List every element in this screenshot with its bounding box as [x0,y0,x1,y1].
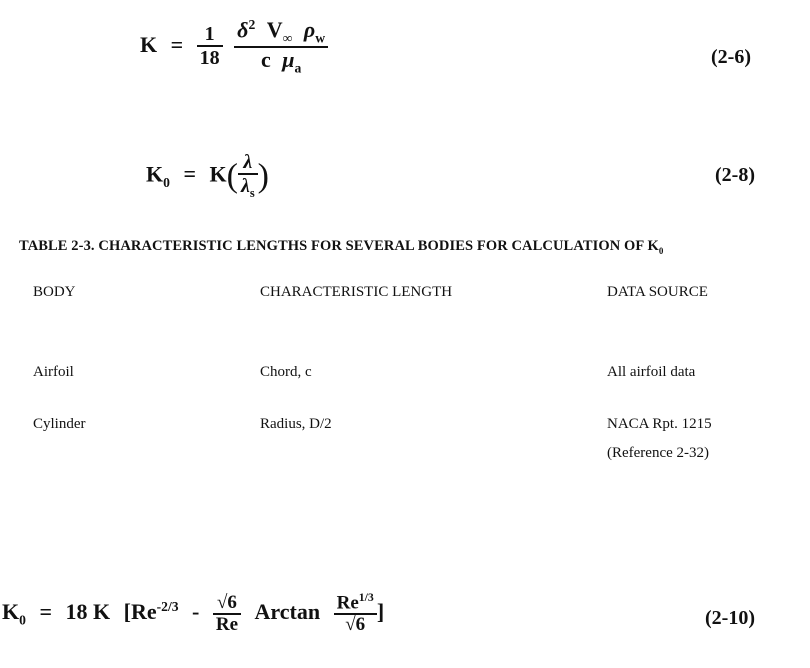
eq-2-8-lambda-sub: s [249,186,255,200]
equation-2-8 [146,152,269,201]
eq-2-8-fraction [238,152,258,201]
table-title-sub: 0 [658,245,664,256]
eq-2-10-sqrt6-den: √6 [345,614,366,636]
equation-number-2-10: (2-10) [705,607,755,629]
eq-2-6-v: V [266,17,283,43]
eq-2-8-open-paren: ( [226,157,238,195]
table-title-text: TABLE 2-3. CHARACTERISTIC LENGTHS FOR SEVERAL BODIES FOR CALCULATION OF K [19,238,659,254]
eq-2-6-coefficient [197,24,223,69]
table-header-body: BODY [33,284,76,300]
eq-2-6-rho: ρ [303,17,316,43]
eq-2-8-lambda: λ [243,151,253,173]
eq-2-10-fraction-1 [213,593,241,636]
table-row-2-length: Radius, D/2 [260,416,332,432]
equation-2-10 [2,592,384,636]
table-header-characteristic-length: CHARACTERISTIC LENGTH [260,284,453,300]
eq-2-10-equals: = [39,599,52,625]
eq-2-8-equals: = [183,161,196,187]
eq-2-6-numerator [234,18,328,48]
eq-2-10-close-bracket: ] [376,599,385,625]
eq-2-10-fraction-2 [334,592,377,636]
eq-2-6-denominator [234,48,328,75]
table-row-2-body: Cylinder [33,416,86,432]
eq-2-10-open-bracket: [ [123,599,131,625]
eq-2-6-delta-exp: 2 [248,17,256,32]
eq-2-6-v-sub: ∞ [282,30,293,46]
eq-2-8-lambda-s: λ [240,175,250,197]
eq-2-8-k: K [209,161,227,187]
equation-number-2-8: (2-8) [715,164,755,186]
eq-2-10-re-exp: -2/3 [156,598,179,614]
eq-2-10-re2-exp: 1/3 [358,591,374,604]
eq-2-10-arctan: Arctan [254,599,321,625]
eq-2-6-mu: μ [282,47,295,73]
table-row-1-source: All airfoil data [607,364,696,380]
eq-2-6-main-fraction [234,18,328,75]
eq-2-6-coef-num: 1 [197,24,223,47]
table-row-1-body: Airfoil [33,364,74,380]
eq-2-10-re-num [334,592,377,615]
table-title [19,238,664,256]
eq-2-8-frac-num [238,152,258,175]
eq-2-8-lhs: K [146,161,164,187]
eq-2-10-lhs-sub: 0 [19,612,26,628]
eq-2-6-lhs: K [140,31,158,57]
eq-2-10-re-den: Re [215,613,239,635]
eq-2-10-re: Re [130,599,157,625]
eq-2-6-mu-sub: a [294,60,302,76]
table-row-2-source: NACA Rpt. 1215 [607,416,712,432]
eq-2-10-lhs: K [2,599,20,625]
eq-2-6-equals: = [170,31,184,57]
eq-2-6-coef-den: 18 [199,47,220,70]
eq-2-6-c: c [260,47,271,73]
eq-2-10-re2: Re [336,592,359,614]
eq-2-6-delta: δ [237,17,249,43]
eq-2-10-sqrt6-num: √6 [213,593,241,615]
table-row-1-length: Chord, c [260,364,312,380]
eq-2-10-minus: - [192,599,200,625]
equation-number-2-6: (2-6) [711,46,751,68]
eq-2-10-coefficient: 18 K [65,599,111,625]
eq-2-6-rho-sub: w [315,30,326,46]
eq-2-8-frac-den [238,175,258,201]
eq-2-8-close-paren: ) [257,157,269,195]
equation-2-6 [140,18,328,75]
table-row-2-source-line2: (Reference 2-32) [607,445,710,461]
table-header-data-source: DATA SOURCE [607,284,708,300]
eq-2-8-lhs-sub: 0 [163,174,170,190]
